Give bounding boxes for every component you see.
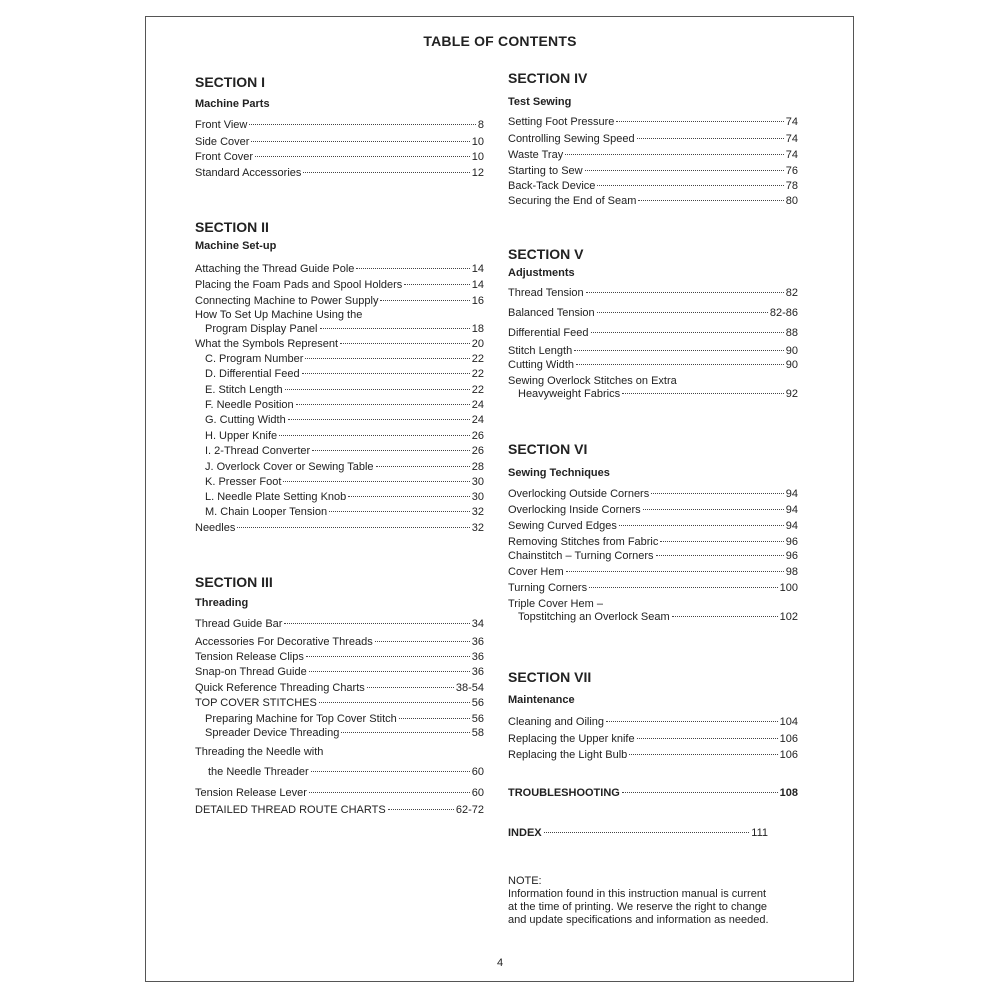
leader-dots bbox=[388, 809, 454, 810]
toc-entry[interactable] bbox=[508, 306, 798, 320]
leader-dots bbox=[249, 124, 476, 125]
toc-entry-troubleshooting[interactable] bbox=[508, 786, 798, 800]
toc-entry[interactable] bbox=[508, 358, 798, 372]
leader-dots bbox=[367, 687, 454, 688]
toc-entry[interactable] bbox=[195, 635, 484, 649]
section-7-subheading: Maintenance bbox=[508, 694, 575, 706]
entry-label: Program Display Panel bbox=[205, 323, 318, 335]
entry-page: 78 bbox=[785, 180, 798, 192]
toc-entry[interactable] bbox=[508, 519, 798, 533]
section-3-subheading: Threading bbox=[195, 597, 249, 609]
entry-label: Cleaning and Oiling bbox=[508, 716, 605, 728]
entry-page: 22 bbox=[471, 384, 484, 396]
toc-entry[interactable] bbox=[195, 521, 484, 535]
entry-page: 74 bbox=[785, 116, 798, 128]
leader-dots bbox=[576, 364, 784, 365]
leader-dots bbox=[404, 284, 469, 285]
leader-dots bbox=[296, 404, 470, 405]
entry-page: 56 bbox=[471, 713, 484, 725]
toc-entry[interactable] bbox=[508, 748, 798, 762]
toc-entry[interactable] bbox=[508, 610, 798, 624]
toc-entry[interactable] bbox=[195, 726, 484, 740]
page-title: TABLE OF CONTENTS bbox=[423, 33, 577, 49]
toc-entry[interactable] bbox=[195, 665, 484, 679]
toc-entry-line[interactable]: Threading the Needle with bbox=[195, 746, 324, 758]
entry-page: 22 bbox=[471, 353, 484, 365]
entry-label: What the Symbols Represent bbox=[195, 338, 339, 350]
section-4-subheading: Test Sewing bbox=[508, 96, 572, 108]
section-4-heading: SECTION IV bbox=[508, 70, 588, 86]
entry-page: 30 bbox=[471, 491, 484, 503]
section-6-heading: SECTION VI bbox=[508, 441, 588, 457]
leader-dots bbox=[589, 587, 778, 588]
entry-label: Quick Reference Threading Charts bbox=[195, 682, 365, 694]
entry-page: 30 bbox=[471, 476, 484, 488]
entry-page: 16 bbox=[471, 295, 484, 307]
entry-label: Differential Feed bbox=[508, 327, 589, 339]
entry-page: 106 bbox=[779, 749, 798, 761]
entry-page: 36 bbox=[471, 666, 484, 678]
entry-page: 62-72 bbox=[455, 804, 484, 816]
entry-page: 98 bbox=[785, 566, 798, 578]
leader-dots bbox=[251, 141, 469, 142]
note-text-line: Information found in this instruction manual is current bbox=[508, 888, 767, 900]
toc-entry[interactable] bbox=[195, 650, 484, 664]
leader-dots bbox=[341, 732, 469, 733]
entry-label: K. Presser Foot bbox=[205, 476, 282, 488]
entry-label: Chainstitch – Turning Corners bbox=[508, 550, 654, 562]
leader-dots bbox=[606, 721, 778, 722]
leader-dots bbox=[586, 292, 784, 293]
entry-label: M. Chain Looper Tension bbox=[205, 506, 328, 518]
leader-dots bbox=[672, 616, 778, 617]
entry-page: 94 bbox=[785, 520, 798, 532]
leader-dots bbox=[311, 771, 470, 772]
toc-entry[interactable] bbox=[195, 135, 484, 149]
entry-label: G. Cutting Width bbox=[205, 414, 286, 426]
leader-dots bbox=[565, 154, 784, 155]
entry-page: 20 bbox=[471, 338, 484, 350]
entry-page: 88 bbox=[785, 327, 798, 339]
toc-entry[interactable] bbox=[195, 118, 484, 132]
leader-dots bbox=[375, 641, 470, 642]
entry-label: H. Upper Knife bbox=[205, 430, 278, 442]
section-6-subheading: Sewing Techniques bbox=[508, 467, 610, 479]
entry-label: Standard Accessories bbox=[195, 167, 302, 179]
toc-entry[interactable] bbox=[195, 765, 484, 779]
leader-dots bbox=[309, 671, 470, 672]
toc-entry[interactable] bbox=[508, 148, 798, 162]
entry-label: Front View bbox=[195, 119, 248, 131]
entry-label: Needles bbox=[195, 522, 236, 534]
entry-label: Replacing the Upper knife bbox=[508, 733, 635, 745]
entry-label: F. Needle Position bbox=[205, 399, 294, 411]
right-column bbox=[508, 0, 798, 1000]
toc-entry[interactable] bbox=[195, 475, 484, 489]
toc-entry[interactable] bbox=[508, 286, 798, 300]
entry-label: J. Overlock Cover or Sewing Table bbox=[205, 461, 374, 473]
leader-dots bbox=[302, 373, 470, 374]
entry-page: 18 bbox=[471, 323, 484, 335]
leader-dots bbox=[255, 156, 470, 157]
leader-dots bbox=[566, 571, 784, 572]
toc-entry[interactable] bbox=[508, 565, 798, 579]
leader-dots bbox=[306, 656, 470, 657]
leader-dots bbox=[319, 702, 470, 703]
leader-dots bbox=[544, 832, 750, 833]
entry-label: Thread Guide Bar bbox=[195, 618, 283, 630]
leader-dots bbox=[597, 185, 783, 186]
toc-entry[interactable] bbox=[508, 503, 798, 517]
entry-page: 10 bbox=[471, 151, 484, 163]
entry-label: the Needle Threader bbox=[208, 766, 309, 778]
left-column bbox=[195, 0, 484, 1000]
leader-dots bbox=[283, 481, 469, 482]
entry-label: DETAILED THREAD ROUTE CHARTS bbox=[195, 804, 386, 816]
toc-entry[interactable] bbox=[195, 429, 484, 443]
entry-label: Tension Release Clips bbox=[195, 651, 304, 663]
leader-dots bbox=[376, 466, 470, 467]
leader-dots bbox=[597, 312, 768, 313]
section-1-subheading: Machine Parts bbox=[195, 98, 270, 110]
leader-dots bbox=[320, 328, 470, 329]
entry-label: Waste Tray bbox=[508, 149, 564, 161]
entry-label: Sewing Curved Edges bbox=[508, 520, 617, 532]
toc-entry[interactable] bbox=[508, 487, 798, 501]
toc-entry[interactable] bbox=[195, 294, 484, 308]
entry-label: Spreader Device Threading bbox=[205, 727, 340, 739]
entry-label: Setting Foot Pressure bbox=[508, 116, 615, 128]
entry-page: 100 bbox=[779, 582, 798, 594]
entry-label: Accessories For Decorative Threads bbox=[195, 636, 373, 648]
toc-entry[interactable] bbox=[195, 681, 484, 695]
entry-page: 96 bbox=[785, 536, 798, 548]
entry-page: 14 bbox=[471, 279, 484, 291]
section-3-heading: SECTION III bbox=[195, 574, 273, 590]
leader-dots bbox=[288, 419, 470, 420]
entry-label: Overlocking Inside Corners bbox=[508, 504, 641, 516]
entry-label: Cutting Width bbox=[508, 359, 575, 371]
entry-page: 90 bbox=[785, 345, 798, 357]
entry-page: 26 bbox=[471, 445, 484, 457]
entry-page: 56 bbox=[471, 697, 484, 709]
entry-page: 90 bbox=[785, 359, 798, 371]
entry-page: 104 bbox=[779, 716, 798, 728]
leader-dots bbox=[619, 525, 784, 526]
section-2-subheading: Machine Set-up bbox=[195, 240, 277, 252]
entry-page: 94 bbox=[785, 504, 798, 516]
entry-page: 74 bbox=[785, 149, 798, 161]
leader-dots bbox=[622, 792, 778, 793]
entry-label: L. Needle Plate Setting Knob bbox=[205, 491, 347, 503]
entry-page: 108 bbox=[779, 787, 798, 799]
note-text-line: at the time of printing. We reserve the right to change bbox=[508, 901, 768, 913]
entry-label: Controlling Sewing Speed bbox=[508, 133, 635, 145]
toc-entry[interactable] bbox=[195, 262, 484, 276]
leader-dots bbox=[585, 170, 784, 171]
toc-entry[interactable] bbox=[195, 166, 484, 180]
entry-page: 32 bbox=[471, 522, 484, 534]
toc-entry[interactable] bbox=[508, 179, 798, 193]
toc-entry[interactable] bbox=[195, 337, 484, 351]
entry-label: Tension Release Lever bbox=[195, 787, 307, 799]
toc-entry[interactable] bbox=[195, 444, 484, 458]
entry-page: 24 bbox=[471, 414, 484, 426]
entry-label: Cover Hem bbox=[508, 566, 564, 578]
entry-page: 36 bbox=[471, 651, 484, 663]
entry-label: E. Stitch Length bbox=[205, 384, 283, 396]
toc-entry[interactable] bbox=[195, 490, 484, 504]
toc-entry[interactable] bbox=[195, 786, 484, 800]
entry-page: 96 bbox=[785, 550, 798, 562]
entry-label: Placing the Foam Pads and Spool Holders bbox=[195, 279, 403, 291]
entry-page: 36 bbox=[471, 636, 484, 648]
section-1-heading: SECTION I bbox=[195, 74, 266, 90]
section-7-heading: SECTION VII bbox=[508, 669, 592, 685]
toc-entry[interactable] bbox=[508, 581, 798, 595]
toc-entry-index[interactable] bbox=[508, 826, 768, 840]
toc-entry[interactable] bbox=[195, 696, 484, 710]
section-2-heading: SECTION II bbox=[195, 219, 269, 235]
entry-label: Front Cover bbox=[195, 151, 254, 163]
leader-dots bbox=[574, 350, 784, 351]
entry-page: 74 bbox=[785, 133, 798, 145]
toc-entry[interactable] bbox=[195, 712, 484, 726]
toc-entry[interactable] bbox=[508, 132, 798, 146]
entry-page: 60 bbox=[471, 787, 484, 799]
leader-dots bbox=[622, 393, 784, 394]
toc-entry[interactable] bbox=[195, 413, 484, 427]
leader-dots bbox=[305, 358, 469, 359]
entry-label: Topstitching an Overlock Seam bbox=[518, 611, 670, 623]
leader-dots bbox=[285, 389, 470, 390]
entry-label: D. Differential Feed bbox=[205, 368, 300, 380]
entry-label: Securing the End of Seam bbox=[508, 195, 637, 207]
toc-entry[interactable] bbox=[195, 505, 484, 519]
toc-entry[interactable] bbox=[508, 344, 798, 358]
toc-entry[interactable] bbox=[508, 549, 798, 563]
entry-page: 10 bbox=[471, 136, 484, 148]
section-5-subheading: Adjustments bbox=[508, 267, 575, 279]
note-heading: NOTE: bbox=[508, 875, 542, 887]
leader-dots bbox=[616, 121, 783, 122]
leader-dots bbox=[356, 268, 469, 269]
leader-dots bbox=[340, 343, 470, 344]
leader-dots bbox=[638, 200, 783, 201]
leader-dots bbox=[312, 450, 470, 451]
entry-page: 24 bbox=[471, 399, 484, 411]
leader-dots bbox=[591, 332, 784, 333]
entry-label: INDEX bbox=[508, 827, 542, 839]
toc-entry[interactable] bbox=[508, 732, 798, 746]
entry-page: 82 bbox=[785, 287, 798, 299]
entry-page: 34 bbox=[471, 618, 484, 630]
leader-dots bbox=[651, 493, 784, 494]
entry-label: Removing Stitches from Fabric bbox=[508, 536, 659, 548]
entry-page: 14 bbox=[471, 263, 484, 275]
entry-page: 26 bbox=[471, 430, 484, 442]
entry-label: Turning Corners bbox=[508, 582, 588, 594]
toc-entry[interactable] bbox=[195, 322, 484, 336]
entry-label: Starting to Sew bbox=[508, 165, 583, 177]
toc-entry[interactable] bbox=[195, 150, 484, 164]
leader-dots bbox=[637, 138, 784, 139]
leader-dots bbox=[309, 792, 470, 793]
toc-entry[interactable] bbox=[508, 715, 798, 729]
entry-page: 102 bbox=[779, 611, 798, 623]
toc-entry-line[interactable]: How To Set Up Machine Using the bbox=[195, 309, 363, 321]
leader-dots bbox=[279, 435, 470, 436]
entry-label: Heavyweight Fabrics bbox=[518, 388, 621, 400]
leader-dots bbox=[284, 623, 469, 624]
entry-page: 106 bbox=[779, 733, 798, 745]
entry-page: 28 bbox=[471, 461, 484, 473]
entry-page: 58 bbox=[471, 727, 484, 739]
toc-entry[interactable] bbox=[195, 617, 484, 631]
toc-entry[interactable] bbox=[508, 535, 798, 549]
entry-page: 32 bbox=[471, 506, 484, 518]
entry-page: 38-54 bbox=[455, 682, 484, 694]
entry-page: 92 bbox=[785, 388, 798, 400]
entry-label: Thread Tension bbox=[508, 287, 584, 299]
entry-label: Attaching the Thread Guide Pole bbox=[195, 263, 355, 275]
leader-dots bbox=[637, 738, 778, 739]
toc-entry[interactable] bbox=[195, 460, 484, 474]
toc-entry[interactable] bbox=[195, 398, 484, 412]
entry-label: Back-Tack Device bbox=[508, 180, 596, 192]
entry-page: 82-86 bbox=[769, 307, 798, 319]
entry-label: I. 2-Thread Converter bbox=[205, 445, 311, 457]
leader-dots bbox=[237, 527, 469, 528]
leader-dots bbox=[643, 509, 784, 510]
entry-label: Stitch Length bbox=[508, 345, 573, 357]
entry-page: 94 bbox=[785, 488, 798, 500]
entry-label: Connecting Machine to Power Supply bbox=[195, 295, 379, 307]
toc-entry[interactable] bbox=[195, 278, 484, 292]
note-text-line: and update specifications and information as needed. bbox=[508, 914, 769, 926]
leader-dots bbox=[629, 754, 777, 755]
leader-dots bbox=[348, 496, 469, 497]
page-number: 4 bbox=[496, 957, 504, 969]
toc-entry[interactable] bbox=[508, 326, 798, 340]
entry-label: TOP COVER STITCHES bbox=[195, 697, 317, 709]
leader-dots bbox=[329, 511, 470, 512]
toc-entry[interactable] bbox=[508, 115, 798, 129]
leader-dots bbox=[303, 172, 469, 173]
leader-dots bbox=[380, 300, 469, 301]
entry-page: 60 bbox=[471, 766, 484, 778]
section-5-heading: SECTION V bbox=[508, 246, 584, 262]
toc-entry[interactable] bbox=[195, 367, 484, 381]
toc-entry[interactable] bbox=[508, 164, 798, 178]
entry-page: 12 bbox=[471, 167, 484, 179]
leader-dots bbox=[399, 718, 470, 719]
entry-label: Snap-on Thread Guide bbox=[195, 666, 307, 678]
entry-label: Balanced Tension bbox=[508, 307, 595, 319]
toc-entry[interactable] bbox=[508, 194, 798, 208]
leader-dots bbox=[656, 555, 784, 556]
entry-label: Replacing the Light Bulb bbox=[508, 749, 628, 761]
entry-page: 76 bbox=[785, 165, 798, 177]
leader-dots bbox=[660, 541, 783, 542]
entry-label: Overlocking Outside Corners bbox=[508, 488, 650, 500]
entry-page: 80 bbox=[785, 195, 798, 207]
toc-entry-line[interactable]: Triple Cover Hem – bbox=[508, 598, 603, 610]
toc-entry-line[interactable]: Sewing Overlock Stitches on Extra bbox=[508, 375, 677, 387]
entry-page: 22 bbox=[471, 368, 484, 380]
entry-label: TROUBLESHOOTING bbox=[508, 787, 620, 799]
entry-label: Preparing Machine for Top Cover Stitch bbox=[205, 713, 397, 725]
toc-entry[interactable] bbox=[195, 803, 484, 817]
entry-page: 8 bbox=[477, 119, 484, 131]
toc-entry[interactable] bbox=[195, 383, 484, 397]
toc-entry[interactable] bbox=[508, 387, 798, 401]
toc-entry[interactable] bbox=[195, 352, 484, 366]
entry-label: Side Cover bbox=[195, 136, 250, 148]
entry-label: C. Program Number bbox=[205, 353, 304, 365]
entry-page: 111 bbox=[751, 827, 768, 839]
